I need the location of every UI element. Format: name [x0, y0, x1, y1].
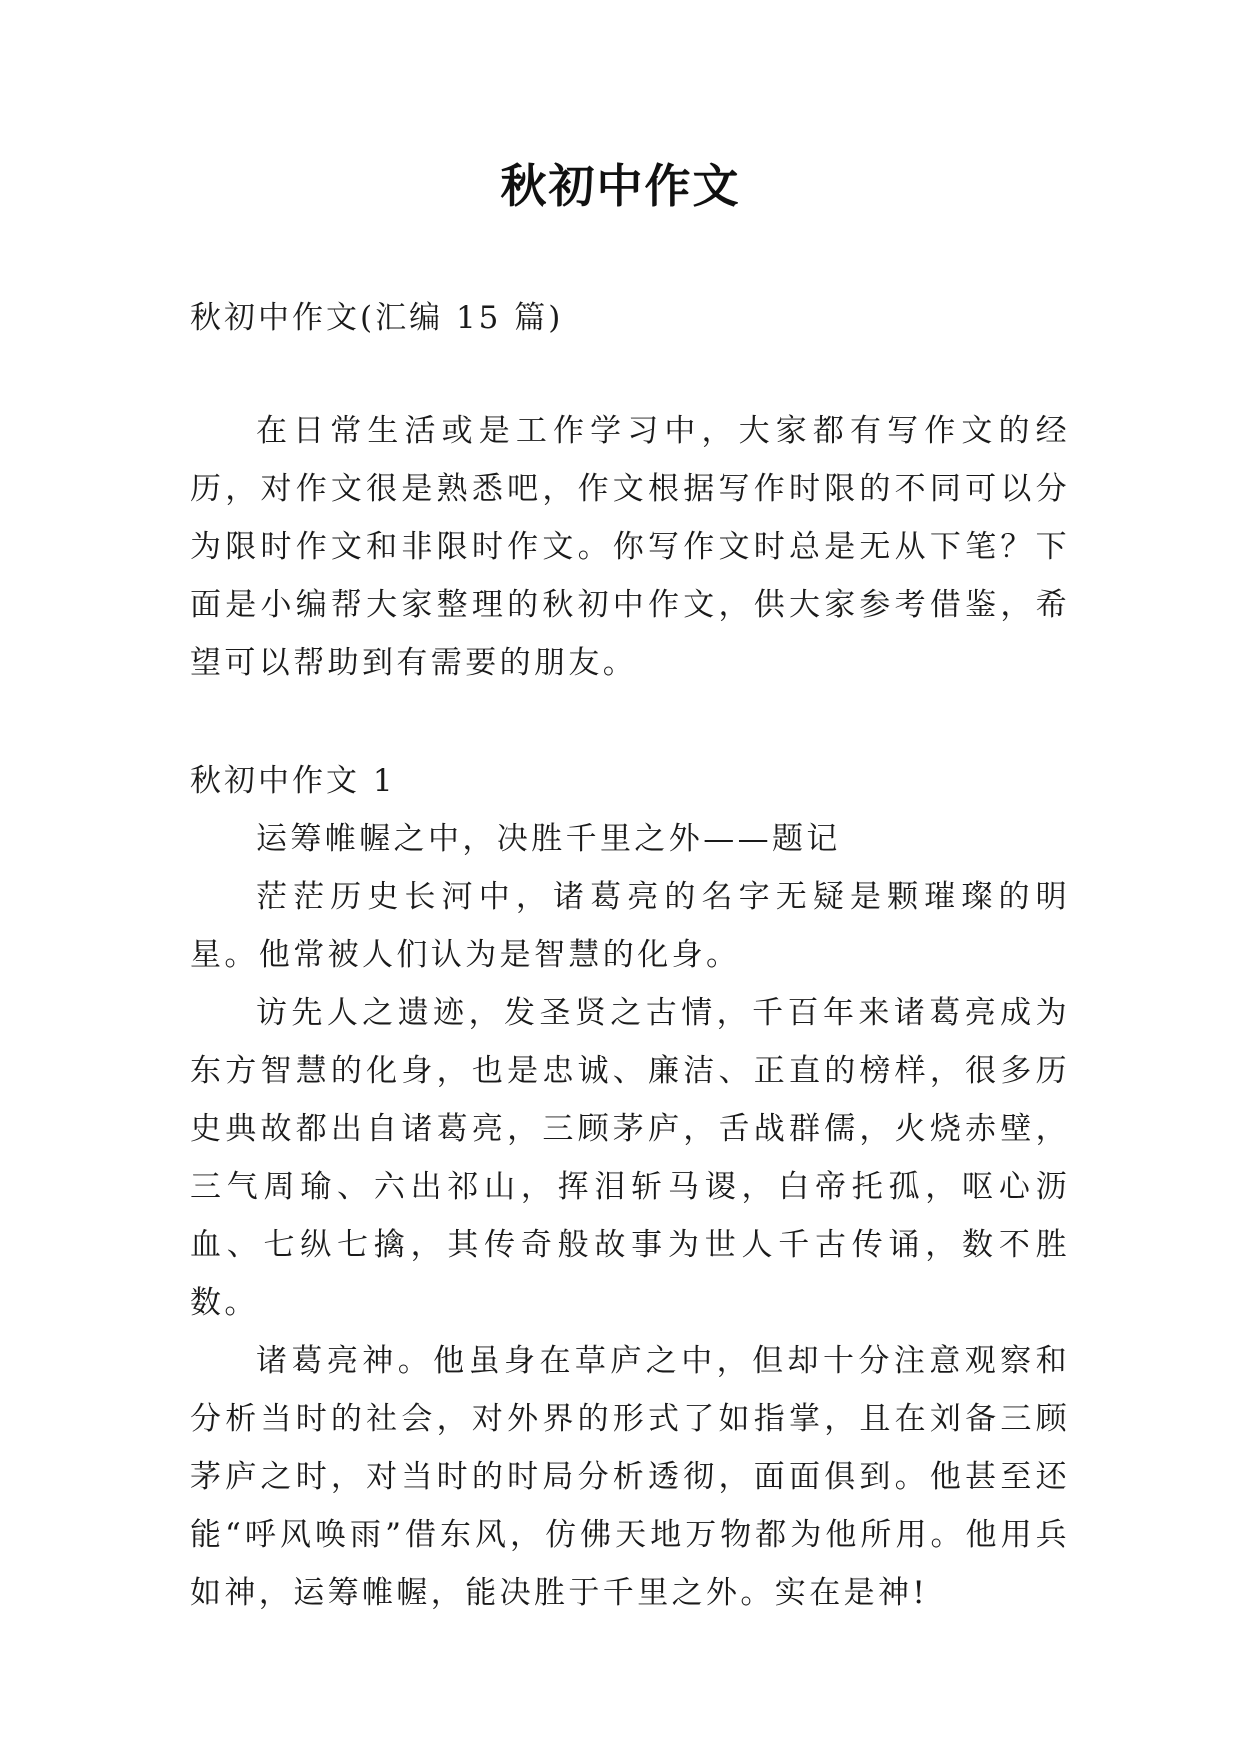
document-title: 秋初中作文 [500, 159, 741, 213]
section-heading: 秋初中作文 1 [190, 763, 396, 799]
document-subtitle: 秋初中作文(汇编 15 篇) [190, 300, 564, 336]
section-paragraph-epigraph: 运筹帷幄之中，决胜千里之外——题记 [256, 821, 841, 857]
section-paragraph: 诸葛亮神。他虽身在草庐之中，但却十分注意观察和分析当时的社会，对外界的形式了如指掌，且在刘备三顾茅庐之时，对当时的时局分析透彻，面面俱到。他甚至还能“呼风唤雨”借东风，仿佛天地万物都为他所用。他用兵如神，运筹帷幄，能决胜于千里之外。实在是神! [190, 1343, 1070, 1611]
intro-paragraph: 在日常生活或是工作学习中，大家都有写作文的经历，对作文很是熟悉吧，作文根据写作时限的不同可以分为限时作文和非限时作文。你写作文时总是无从下笔？下面是小编帮大家整理的秋初中作文，供大家参考借鉴，希望可以帮助到有需要的朋友。 [190, 413, 1070, 681]
section-paragraph: 茫茫历史长河中，诸葛亮的名字无疑是颗璀璨的明星。他常被人们认为是智慧的化身。 [190, 879, 1070, 973]
section-paragraph: 访先人之遗迹，发圣贤之古情，千百年来诸葛亮成为东方智慧的化身，也是忠诚、廉洁、正直的榜样，很多历史典故都出自诸葛亮，三顾茅庐，舌战群儒，火烧赤壁，三气周瑜、六出祁山，挥泪斩马谡，白帝托孤，呕心沥血、七纵七擒，其传奇般故事为世人千古传诵，数不胜数。 [190, 995, 1070, 1321]
document-body [190, 402, 1070, 1622]
